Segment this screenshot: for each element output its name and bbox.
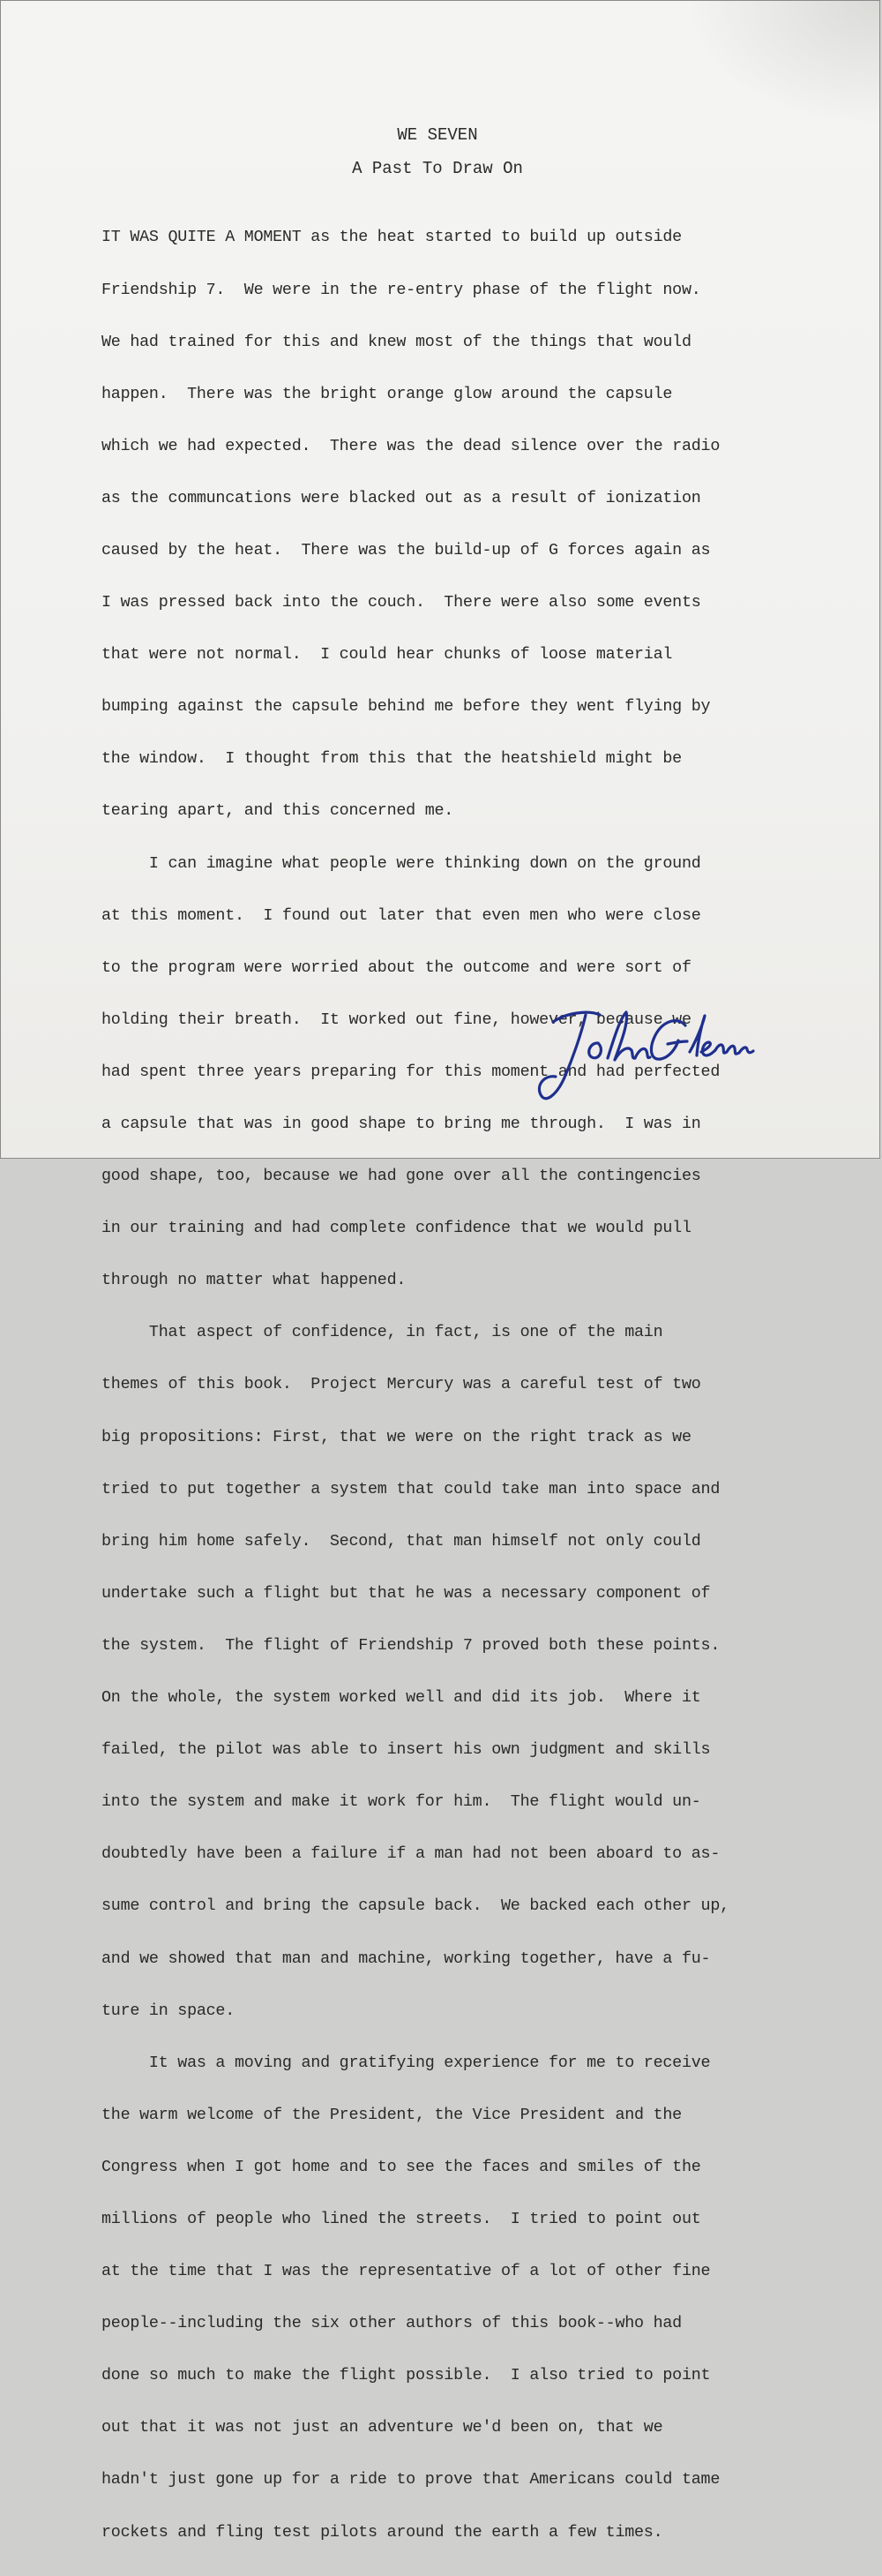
body-line: people--including the six other authors of this book--who had xyxy=(101,2314,682,2333)
body-line: Congress when I got home and to see the faces and smiles of the xyxy=(101,2157,701,2176)
paper-shadow xyxy=(685,1,879,124)
body-line: caused by the heat. There was the build-up of G forces again as xyxy=(101,540,711,560)
body-line: failed, the pilot was able to insert his own judgment and skills xyxy=(101,1740,711,1760)
body-line: tried to put together a system that could take man into space and xyxy=(101,1479,721,1498)
body-line: good shape, too, because we had gone over all the contingencies xyxy=(101,1167,701,1186)
body-line: in our training and had complete confidence that we would pull xyxy=(101,1219,691,1238)
body-line: which we had expected. There was the dead silence over the radio xyxy=(101,436,721,455)
body-line: IT WAS QUITE A MOMENT as the heat started to build up outside xyxy=(101,228,682,247)
handwritten-signature xyxy=(535,1001,782,1115)
body-line: the window. I thought from this that the heatshield might be xyxy=(101,749,682,769)
body-line: as the communcations were blacked out as a result of ionization xyxy=(101,488,701,507)
body-line: the warm welcome of the President, the Vice President and the xyxy=(101,2105,682,2124)
body-line: I can imagine what people were thinking down on the ground xyxy=(101,853,701,873)
body-line: to the program were worried about the outcome and were sort of xyxy=(101,958,691,977)
body-line: that were not normal. I could hear chunks of loose material xyxy=(101,645,673,665)
body-line: hadn't just gone up for a ride to prove that Americans could tame xyxy=(101,2470,721,2490)
body-line: bumping against the capsule behind me before they went flying by xyxy=(101,697,711,717)
body-line: We had trained for this and knew most of the things that would xyxy=(101,332,691,351)
body-line: happen. There was the bright orange glow around the capsule xyxy=(101,384,673,403)
body-line: into the system and make it work for him. The flight would un- xyxy=(101,1792,701,1812)
body-line: That aspect of confidence, in fact, is one of the main xyxy=(101,1323,663,1342)
body-line: On the whole, the system worked well and did its job. Where it xyxy=(101,1688,701,1708)
body-line: doubtedly have been a failure if a man had not been aboard to as- xyxy=(101,1844,721,1864)
document-title: WE SEVEN xyxy=(397,125,478,145)
body-line: millions of people who lined the streets. I tried to point out xyxy=(101,2209,701,2228)
body-line: through no matter what happened. xyxy=(101,1271,407,1290)
body-line: out that it was not just an adventure we'd been on, that we xyxy=(101,2418,663,2437)
body-line: themes of this book. Project Mercury was a careful test of two xyxy=(101,1375,701,1394)
body-line: bring him home safely. Second, that man himself not only could xyxy=(101,1531,701,1551)
body-line: done so much to make the flight possible. I also tried to point xyxy=(101,2366,711,2385)
body-line: and we showed that man and machine, working together, have a fu- xyxy=(101,1949,711,1968)
body-line: It was a moving and gratifying experience for me to receive xyxy=(101,2053,711,2072)
body-line: tearing apart, and this concerned me. xyxy=(101,801,454,821)
body-line: had spent three years preparing for this moment and had perfected xyxy=(101,1062,721,1081)
body-line: Friendship 7. We were in the re-entry phase of the flight now. xyxy=(101,280,701,299)
body-line: at the time that I was the representative of a lot of other fine xyxy=(101,2262,711,2281)
body-line: undertake such a flight but that he was a necessary component of xyxy=(101,1583,711,1603)
document-body xyxy=(101,194,789,2576)
body-line: big propositions: First, that we were on the right track as we xyxy=(101,1427,691,1446)
body-line: rockets and fling test pilots around the earth a few times. xyxy=(101,2522,663,2542)
body-line: the system. The flight of Friendship 7 proved both these points. xyxy=(101,1635,721,1655)
body-line: sume control and bring the capsule back. We backed each other up, xyxy=(101,1896,729,1916)
body-line: holding their breath. It worked out fine, however, because we xyxy=(101,1010,691,1029)
body-line: a capsule that was in good shape to bring me through. I was in xyxy=(101,1115,701,1133)
body-line: I was pressed back into the couch. There were also some events xyxy=(101,593,701,612)
body-line: at this moment. I found out later that even men who were close xyxy=(101,905,701,925)
document-subtitle: A Past To Draw On xyxy=(352,159,523,178)
body-line: ture in space. xyxy=(101,2001,235,2020)
